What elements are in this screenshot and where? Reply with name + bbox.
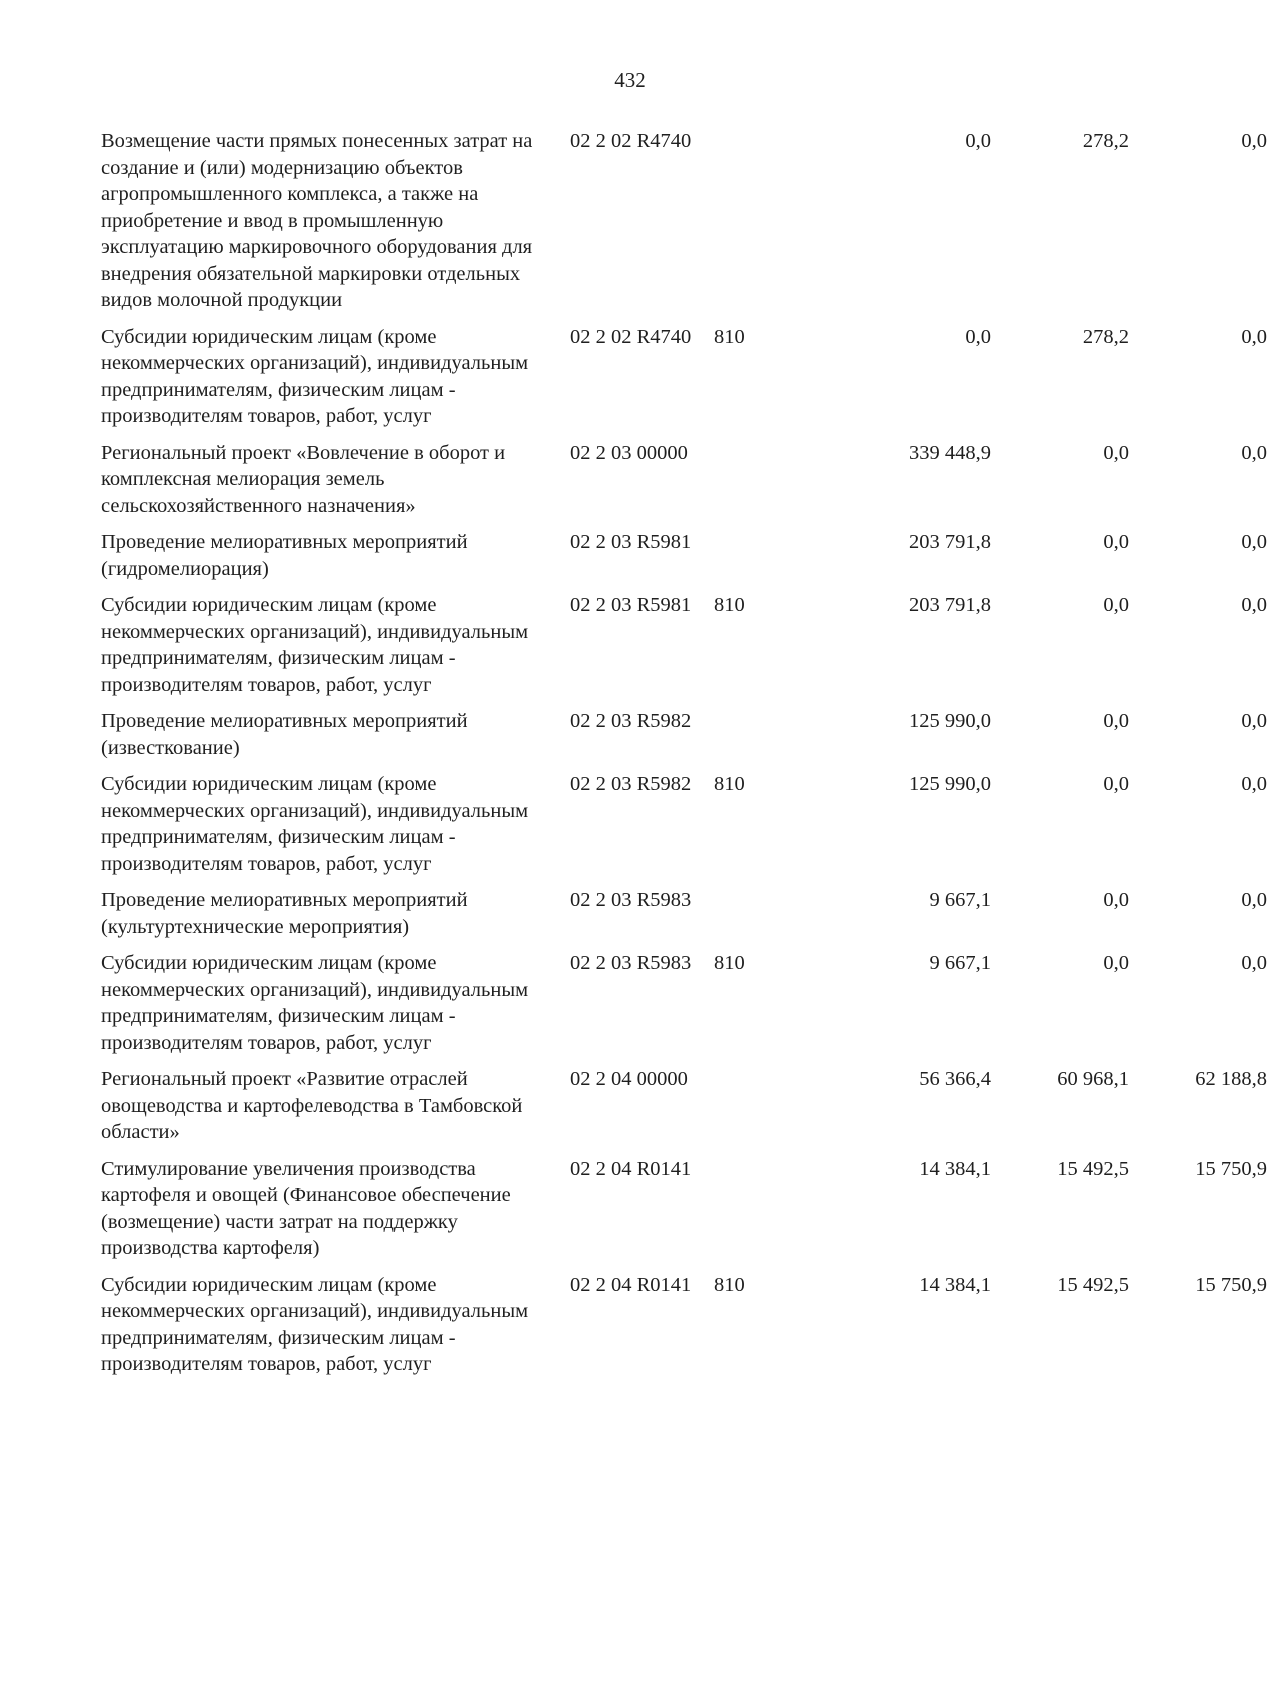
row-code: 02 2 03 R5981 [570,594,692,616]
row-value-3: 0,0 [1241,130,1267,152]
row-code: 02 2 03 R5983 [570,952,692,974]
row-value-2: 0,0 [1103,952,1129,974]
row-description: Субсидии юридическим лицам (кроме некоммерческих организаций), индивидуальным предпринимателям, физическим лицам - производителям товаров, работ, услуг [101,325,529,427]
row-value-1: 9 667,1 [929,952,991,974]
row-value-2: 60 968,1 [1057,1068,1129,1090]
row-code: 02 2 02 R4740 [570,325,692,348]
table-row [101,1066,1267,1146]
row-value-1: 0,0 [965,130,991,152]
row-description: Региональный проект «Развитие отраслей овощеводства и картофелеводства в Тамбовской области» [101,1068,523,1143]
row-value-3: 0,0 [1241,325,1267,348]
row-value-3: 0,0 [1241,952,1267,974]
row-value-1: 0,0 [965,325,991,348]
row-value-2: 0,0 [1103,441,1129,464]
row-code: 02 2 04 00000 [570,1068,688,1090]
row-value-2: 15 492,5 [1057,1273,1129,1296]
row-value-1: 56 366,4 [919,1068,991,1090]
row-description: Проведение мелиоративных мероприятий (известкование) [101,710,468,759]
row-value-1: 203 791,8 [909,594,991,616]
row-description: Проведение мелиоративных мероприятий (гидромелиорация) [101,531,468,580]
table-row [101,887,1267,940]
table-row [101,592,1267,698]
row-value-1: 203 791,8 [909,531,991,553]
row-code: 02 2 02 R4740 [570,130,692,152]
row-value-3: 62 188,8 [1195,1068,1267,1090]
table-row [101,1156,1267,1262]
row-value-2: 0,0 [1103,889,1129,911]
row-description: Субсидии юридическим лицам (кроме некоммерческих организаций), индивидуальным предпринимателям, физическим лицам - производителям товаров, работ, услуг [101,594,529,696]
row-code: 02 2 03 R5981 [570,531,692,553]
table-row [101,324,1267,430]
row-description: Проведение мелиоративных мероприятий (культуртехнические мероприятия) [101,889,468,938]
row-description: Региональный проект «Вовлечение в оборот и комплексная мелиорация земель сельскохозяйственного назначения» [101,441,506,517]
row-description: Субсидии юридическим лицам (кроме некоммерческих организаций), индивидуальным предпринимателям, физическим лицам - производителям товаров, работ, услуг [101,773,529,875]
row-value-1: 14 384,1 [919,1273,991,1296]
row-value-3: 15 750,9 [1195,1157,1267,1180]
row-code: 02 2 03 00000 [570,441,688,464]
row-value-1: 339 448,9 [909,441,991,464]
row-description: Возмещение части прямых понесенных затрат на создание и (или) модернизацию объектов агропромышленного комплекса, а также на приобретение и ввод в промышленную эксплуатацию маркировочного оборудования для внедрения обязательной маркировки отдельных видов молочной продукции [101,130,533,311]
row-expense-type: 810 [714,325,745,348]
row-value-3: 0,0 [1241,441,1267,464]
row-value-3: 0,0 [1241,710,1267,732]
row-value-3: 15 750,9 [1195,1273,1267,1296]
row-value-2: 15 492,5 [1057,1157,1129,1180]
row-value-3: 0,0 [1241,889,1267,911]
row-description: Субсидии юридическим лицам (кроме некоммерческих организаций), индивидуальным предпринимателям, физическим лицам - производителям товаров, работ, услуг [101,1273,529,1375]
row-value-3: 0,0 [1241,531,1267,553]
table-row [101,771,1267,877]
table-row [101,950,1267,1056]
table-row [101,529,1267,582]
row-expense-type: 810 [714,1273,745,1296]
row-value-1: 125 990,0 [909,773,991,795]
row-code: 02 2 04 R0141 [570,1273,692,1296]
row-value-1: 125 990,0 [909,710,991,732]
budget-table [101,128,1267,1388]
table-row [101,440,1267,520]
page-number: 432 [614,68,646,92]
row-code: 02 2 04 R0141 [570,1157,692,1180]
row-value-1: 9 667,1 [929,889,991,911]
row-value-2: 0,0 [1103,594,1129,616]
row-code: 02 2 03 R5982 [570,773,692,795]
row-value-2: 0,0 [1103,710,1129,732]
table-row [101,1272,1267,1378]
row-description: Субсидии юридическим лицам (кроме некоммерческих организаций), индивидуальным предпринимателям, физическим лицам - производителям товаров, работ, услуг [101,952,529,1054]
row-expense-type: 810 [714,773,745,795]
row-description: Стимулирование увеличения производства картофеля и овощей (Финансовое обеспечение (возмещение) части затрат на поддержку производства картофеля) [101,1157,511,1259]
row-value-2: 278,2 [1082,325,1129,348]
table-row [101,128,1267,314]
row-value-2: 0,0 [1103,531,1129,553]
row-code: 02 2 03 R5983 [570,889,692,911]
row-value-3: 0,0 [1241,594,1267,616]
row-value-1: 14 384,1 [919,1157,991,1180]
row-value-3: 0,0 [1241,773,1267,795]
row-expense-type: 810 [714,594,745,616]
row-value-2: 0,0 [1103,773,1129,795]
row-code: 02 2 03 R5982 [570,710,692,732]
row-expense-type: 810 [714,952,745,974]
row-value-2: 278,2 [1082,130,1129,152]
table-row [101,708,1267,761]
